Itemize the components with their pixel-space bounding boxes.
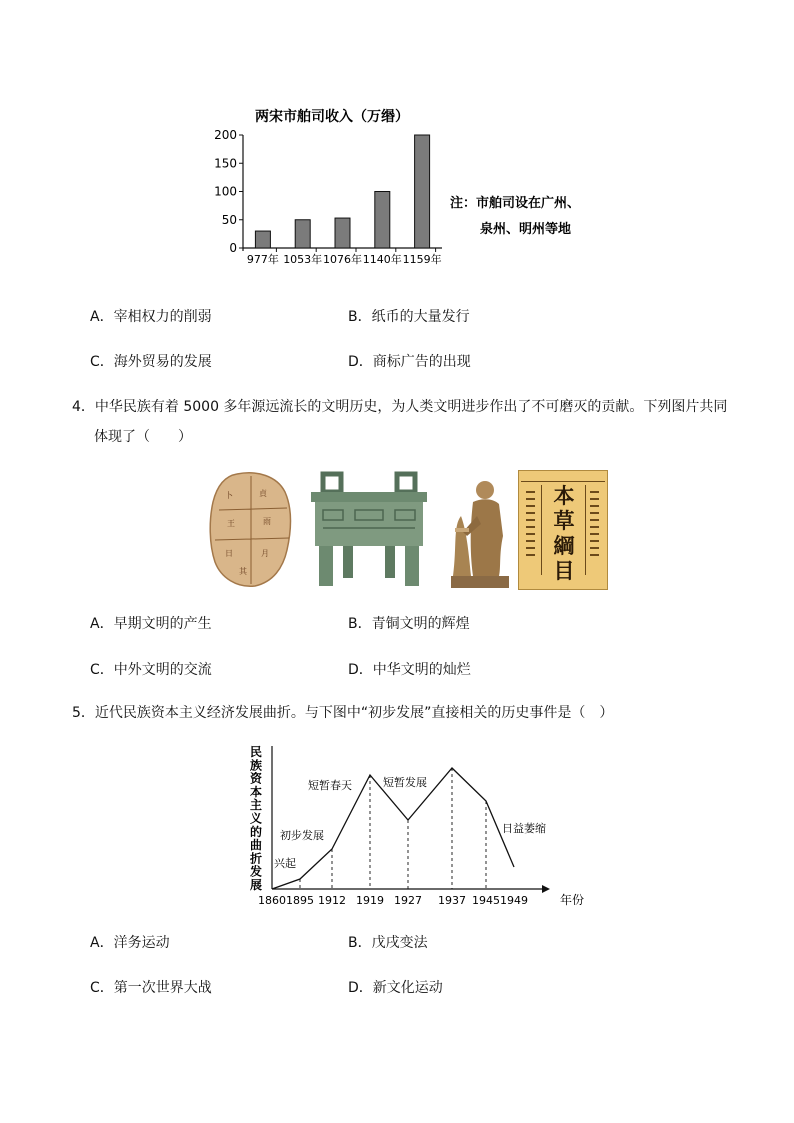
y-label-char: 展 [250,878,263,892]
x-tick-label: 1140年 [362,253,402,266]
y-label-char: 民 [250,745,263,759]
bars [255,135,429,248]
x-tick-label: 977年 [246,253,279,266]
statue-image [447,476,513,588]
q5-stem: 5．近代民族资本主义经济发展曲折。与下图中“初步发展”直接相关的历史事件是（ ） [72,705,614,721]
book-title-char-3: 綱 [553,533,575,558]
annotation-brief-spring: 短暂春天 [308,779,352,792]
oracle-bone-image [207,470,293,588]
y-label-char: 发 [250,864,263,879]
svg-text:王: 王 [227,519,235,528]
q4-stem-line2: 体现了（ ） [94,429,192,445]
x-tick-label: 1860 [258,894,286,907]
y-label-char: 本 [250,784,263,799]
y-label-char: 族 [250,758,263,773]
chart-note-line2: 泉州、明州等地 [480,222,572,237]
q4-stem-line1: 4．中华民族有着 5000 多年源远流长的文明历史，为人类文明进步作出了不可磨灭的贡献。下列图片共同 [72,399,728,415]
svg-text:卜: 卜 [225,491,233,500]
x-axis-labels [247,248,442,266]
x-tick-label: 1076年 [323,253,362,266]
q5-option-d[interactable]: D．新文化运动 [348,980,443,996]
annotation-brief-development: 短暂发展 [383,776,427,789]
y-tick-label: 0 [229,241,237,255]
x-axis-arrow [542,885,550,893]
q5-option-a[interactable]: A．洋务运动 [90,935,170,951]
y-tick-label: 50 [221,212,237,227]
x-tick-label: 1053年 [283,253,323,266]
svg-text:雨: 雨 [263,517,271,526]
x-tick-label: 1159年 [402,253,442,266]
q4-option-a[interactable]: A．早期文明的产生 [90,616,212,632]
y-axis-ticks [214,128,243,255]
x-axis-title: 年份 [560,893,585,907]
x-tick-label: 1895 [286,894,314,907]
annotation-rise: 兴起 [274,857,296,870]
x-tick-label: 1945 [472,894,500,907]
y-label-char: 主 [250,798,263,813]
national-capitalism-line-chart [250,742,600,912]
y-axis-label [250,745,263,892]
svg-text:其: 其 [239,567,247,576]
revenue-bar-chart [200,100,620,275]
book-title-char-2: 草 [553,508,575,533]
x-tick-label: 1927 [394,894,422,907]
q3-option-b[interactable]: B．纸币的大量发行 [348,309,470,325]
y-tick-label: 200 [214,128,237,142]
bar [335,218,350,248]
q4-option-d[interactable]: D．中华文明的灿烂 [348,662,471,678]
q3-option-a[interactable]: A．宰相权力的削弱 [90,309,212,325]
annotation-initial-development: 初步发展 [280,829,324,842]
bronze-ding-image [303,470,435,588]
x-tick-label: 1949 [500,894,528,907]
q5-option-c[interactable]: C．第一次世界大战 [90,980,212,996]
chart-title: 两宋市舶司收入（万缗） [255,109,409,125]
bar [415,135,430,248]
chart-note-line1: 注：市舶司设在广州、 [450,196,581,211]
y-label-char: 折 [250,851,263,866]
q4-option-b[interactable]: B．青铜文明的辉煌 [348,616,470,632]
x-tick-label: 1919 [356,894,384,907]
y-label-char: 义 [250,811,263,826]
q3-option-d[interactable]: D．商标广告的出现 [348,354,471,370]
x-tick-label: 1937 [438,894,466,907]
y-label-char: 曲 [250,838,263,853]
y-tick-label: 150 [214,156,237,171]
svg-text:月: 月 [261,549,269,558]
svg-text:日: 日 [225,549,233,558]
x-tick-label: 1912 [318,894,346,907]
chart-axes [272,746,550,893]
x-axis-labels [258,894,528,907]
bar [375,192,390,249]
annotation-decline: 日益萎缩 [502,822,546,835]
bar [295,220,310,248]
q4-option-c[interactable]: C．中外文明的交流 [90,662,212,678]
book-title-char-1: 本 [553,483,575,508]
q3-option-c[interactable]: C．海外贸易的发展 [90,354,212,370]
bar [255,231,270,248]
y-label-char: 资 [250,771,263,786]
y-tick-label: 100 [214,184,237,199]
bencao-gangmu-book-image [518,470,608,590]
svg-text:貞: 貞 [259,489,267,498]
y-label-char: 的 [250,824,263,839]
q5-option-b[interactable]: B．戊戌变法 [348,935,428,951]
book-title-char-4: 目 [553,558,575,583]
